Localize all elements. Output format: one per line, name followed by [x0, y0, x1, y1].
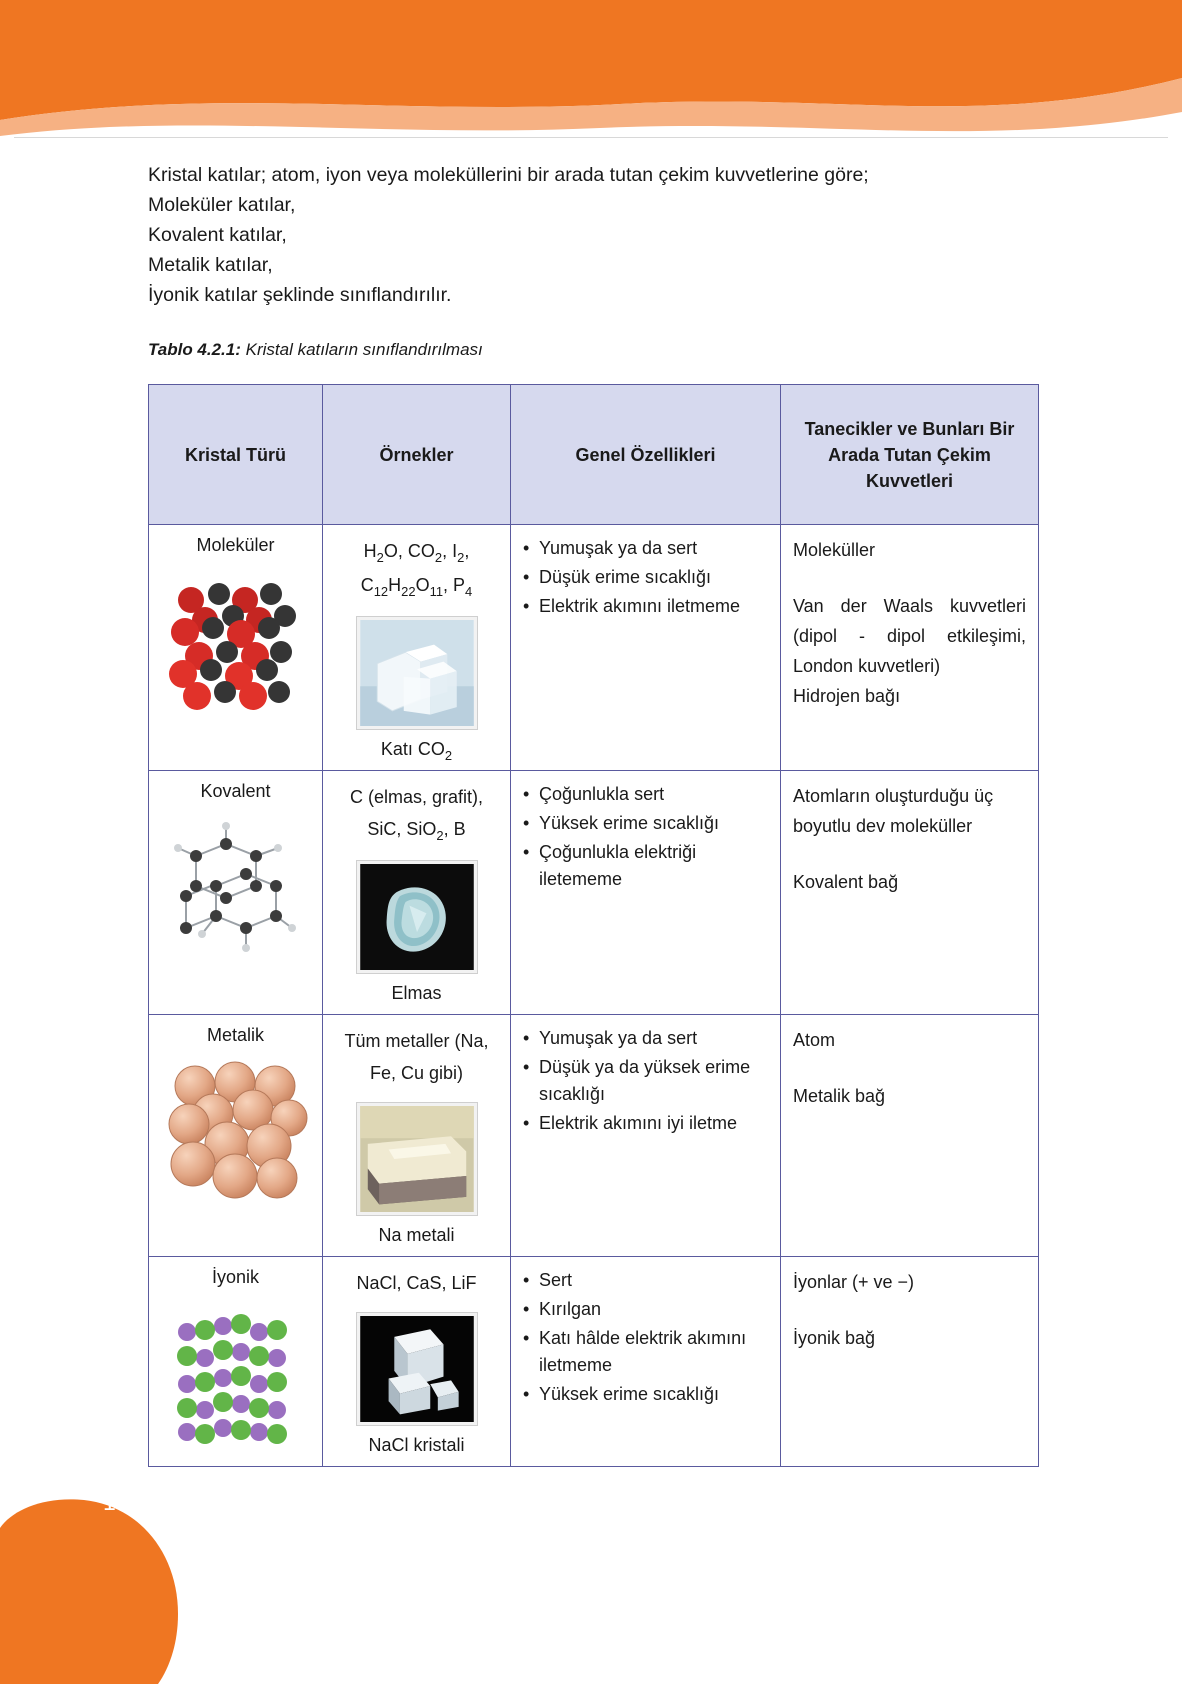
examples-line-1: Tüm metaller (Na,: [344, 1031, 489, 1051]
examples-line-2: Fe, Cu gibi): [369, 1063, 464, 1083]
type-label: Moleküler: [196, 535, 275, 555]
cell-forces-covalent: [781, 771, 1039, 1015]
examples-line-1: $H_2O$, $CO_2$, $I_2$,: [363, 541, 470, 565]
example-caption: Na metali: [378, 1225, 455, 1245]
column-header-forces: Tanecikler ve Bunları Bir Arada Tutan Çekim Kuvvetleri: [781, 385, 1039, 525]
page-header-decoration: [0, 0, 1182, 140]
force-line: Atomların oluşturduğu üç boyutlu dev moleküller: [793, 786, 994, 836]
cell-forces-ionic: [781, 1257, 1039, 1467]
sodium-metal-photo: [357, 1103, 477, 1215]
cell-properties-ionic: [511, 1257, 781, 1467]
cell-examples-metallic: [323, 1015, 511, 1257]
example-caption: Katı $CO_2$: [380, 739, 453, 763]
force-line: Metalik bağ: [793, 1086, 886, 1106]
property-item: • Çoğunlukla sert: [523, 781, 768, 808]
property-item: • Çoğunlukla elektriği iletememe: [523, 839, 768, 893]
column-header-properties: Genel Özellikleri: [511, 385, 781, 525]
type-label: Metalik: [206, 1025, 264, 1045]
property-item: • Elektrik akımını iyi iletme: [523, 1110, 768, 1137]
cell-properties-metallic: [511, 1015, 781, 1257]
cell-properties-covalent: [511, 771, 781, 1015]
molecular-crystal-model-icon: [161, 570, 311, 720]
cell-examples-molecular: [323, 525, 511, 771]
table-row: [149, 771, 1039, 1015]
property-item: • Katı hâlde elektrik akımını iletmeme: [523, 1325, 768, 1379]
metallic-sphere-packing-model-icon: [161, 1060, 311, 1200]
type-label: İyonik: [211, 1267, 260, 1287]
force-line: Atom: [793, 1030, 836, 1050]
intro-line-2: Moleküler katılar,: [148, 194, 296, 216]
intro-line-1: Kristal katılar; atom, iyon veya moleküllerini bir arada tutan çekim kuvvetlerine göre;: [148, 164, 869, 186]
column-header-examples: Örnekler: [323, 385, 511, 525]
table-header-row: [149, 385, 1039, 525]
force-line: Moleküller: [793, 540, 876, 560]
covalent-network-model-icon: [166, 816, 306, 966]
cell-type-molecular: [149, 525, 323, 771]
table-caption-text: Kristal katıların sınıflandırılması: [240, 340, 483, 359]
example-caption: NaCl kristali: [368, 1435, 465, 1455]
intro-line-3: Kovalent katılar,: [148, 224, 287, 246]
table-row: [149, 1257, 1039, 1467]
intro-line-4: Metalik katılar,: [148, 254, 273, 276]
cell-type-ionic: [149, 1257, 323, 1467]
property-item: • Düşük ya da yüksek erime sıcaklığı: [523, 1054, 768, 1108]
table-caption-label: Tablo 4.2.1:: [148, 340, 241, 359]
property-item: • Elektrik akımını iletmeme: [523, 593, 768, 620]
cell-examples-covalent: [323, 771, 511, 1015]
dry-ice-photo: [357, 617, 477, 729]
property-item: • Yüksek erime sıcaklığı: [523, 810, 768, 837]
cell-type-metallic: [149, 1015, 323, 1257]
page-number: 152: [103, 1489, 143, 1515]
ionic-lattice-model-icon: [161, 1302, 311, 1452]
property-item: • Sert: [523, 1267, 768, 1294]
cell-examples-ionic: [323, 1257, 511, 1467]
examples-line-2: SiC, SiO$_2$, B: [367, 819, 466, 843]
force-line: İyonlar (+ ve −): [793, 1272, 915, 1292]
force-line: Kovalent bağ: [793, 872, 899, 892]
cell-type-covalent: [149, 771, 323, 1015]
examples-line-1: NaCl, CaS, LiF: [356, 1273, 477, 1293]
header-rule: [14, 137, 1168, 138]
force-line: Hidrojen bağı: [793, 686, 901, 706]
table-row: [149, 1015, 1039, 1257]
type-label: Kovalent: [200, 781, 271, 801]
column-header-type: Kristal Türü: [149, 385, 323, 525]
cell-forces-metallic: [781, 1015, 1039, 1257]
cell-properties-molecular: [511, 525, 781, 771]
examples-line-1: C (elmas, grafit),: [349, 787, 484, 807]
crystal-classification-table: [148, 384, 1039, 1467]
property-item: • Kırılgan: [523, 1296, 768, 1323]
property-item: • Yüksek erime sıcaklığı: [523, 1381, 768, 1408]
table-row: [149, 525, 1039, 771]
diamond-photo: [357, 861, 477, 973]
force-line: İyonik bağ: [793, 1328, 876, 1348]
intro-line-5: İyonik katılar şeklinde sınıflandırılır.: [148, 284, 452, 306]
cell-forces-molecular: [781, 525, 1039, 771]
examples-line-2: $C_{12}H_{22}O_{11}$, $P_4$: [360, 575, 473, 599]
force-line: Van der Waals kuvvetleri (dipol - dipol etkileşimi, London kuvvetleri): [793, 596, 1026, 676]
page-content: [148, 160, 1038, 1467]
property-item: • Yumuşak ya da sert: [523, 1025, 768, 1052]
example-caption: Elmas: [391, 983, 442, 1003]
table-caption: [148, 340, 1038, 360]
nacl-crystal-photo: [357, 1313, 477, 1425]
property-item: • Düşük erime sıcaklığı: [523, 564, 768, 591]
property-item: • Yumuşak ya da sert: [523, 535, 768, 562]
